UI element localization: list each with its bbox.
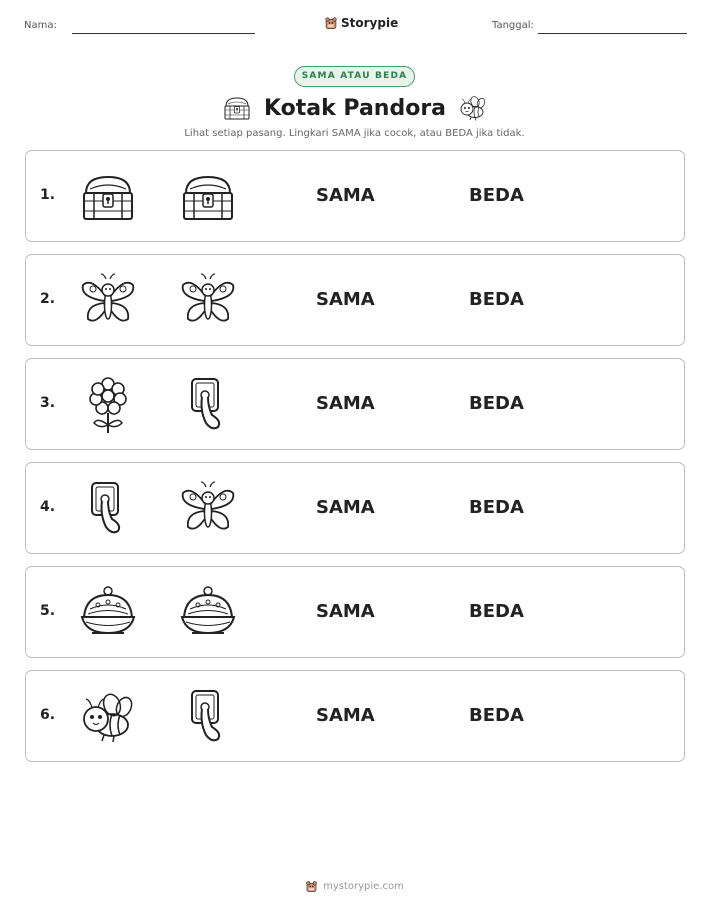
treasure-chest-icon bbox=[222, 93, 252, 123]
question-number: 4. bbox=[40, 499, 56, 515]
title-text: Kotak Pandora bbox=[263, 95, 447, 121]
footer-url: mystorypie.com bbox=[323, 881, 404, 892]
question-row bbox=[25, 670, 685, 762]
jewelry-box-icon bbox=[178, 583, 238, 643]
name-label: Nama: bbox=[24, 20, 57, 31]
footer bbox=[0, 880, 709, 893]
date-label: Tanggal: bbox=[492, 20, 534, 31]
question-number: 6. bbox=[40, 707, 56, 723]
bee-icon bbox=[458, 93, 488, 123]
beda-option[interactable]: BEDA bbox=[469, 705, 524, 726]
beda-option[interactable]: BEDA bbox=[469, 601, 524, 622]
question-number: 2. bbox=[40, 291, 56, 307]
brand-logo bbox=[324, 16, 398, 30]
name-line[interactable] bbox=[72, 33, 255, 34]
beda-option[interactable]: BEDA bbox=[469, 185, 524, 206]
question-number: 1. bbox=[40, 187, 56, 203]
mascot-icon bbox=[305, 880, 318, 893]
brand-name: Storypie bbox=[341, 16, 399, 30]
beda-option[interactable]: BEDA bbox=[469, 289, 524, 310]
question-row bbox=[25, 566, 685, 658]
butterfly-icon bbox=[178, 479, 238, 539]
question-number: 5. bbox=[40, 603, 56, 619]
question-row bbox=[25, 254, 685, 346]
door-handle-icon bbox=[78, 479, 138, 539]
butterfly-icon bbox=[78, 271, 138, 331]
question-row bbox=[25, 150, 685, 242]
beda-option[interactable]: BEDA bbox=[469, 393, 524, 414]
sama-option[interactable]: SAMA bbox=[316, 289, 375, 310]
treasure-chest-icon bbox=[78, 167, 138, 227]
worksheet-header bbox=[24, 16, 687, 38]
sama-option[interactable]: SAMA bbox=[316, 705, 375, 726]
question-list bbox=[25, 150, 685, 774]
sama-option[interactable]: SAMA bbox=[316, 601, 375, 622]
butterfly-icon bbox=[178, 271, 238, 331]
mascot-icon bbox=[324, 16, 338, 30]
instruction-text: Lihat setiap pasang. Lingkari SAMA jika cocok, atau BEDA jika tidak. bbox=[184, 128, 525, 139]
question-row bbox=[25, 462, 685, 554]
question-row bbox=[25, 358, 685, 450]
sama-option[interactable]: SAMA bbox=[316, 393, 375, 414]
treasure-chest-icon bbox=[178, 167, 238, 227]
sama-option[interactable]: SAMA bbox=[316, 497, 375, 518]
question-number: 3. bbox=[40, 395, 56, 411]
date-line[interactable] bbox=[538, 33, 687, 34]
door-handle-icon bbox=[178, 375, 238, 435]
sama-option[interactable]: SAMA bbox=[316, 185, 375, 206]
bee-icon bbox=[78, 687, 138, 747]
activity-badge: SAMA ATAU BEDA bbox=[294, 66, 415, 87]
door-handle-icon bbox=[178, 687, 238, 747]
flower-icon bbox=[78, 375, 138, 435]
jewelry-box-icon bbox=[78, 583, 138, 643]
beda-option[interactable]: BEDA bbox=[469, 497, 524, 518]
page-title bbox=[222, 93, 488, 123]
